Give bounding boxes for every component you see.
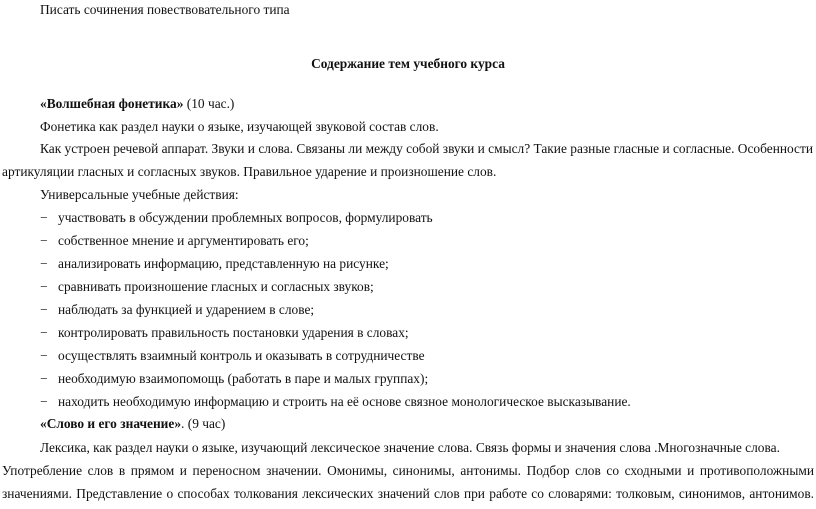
topic2-heading: [40, 416, 225, 432]
dash-marker: −: [40, 348, 48, 363]
list-item: − необходимую взаимопомощь (работать в паре и малых группах);: [40, 371, 429, 386]
topic1-paragraph-1: Фонетика как раздел науки о языке, изучающей звуковой состав слов.: [40, 119, 439, 134]
list-item: − находить необходимую информацию и строить на её основе связное монологическое высказывание.: [40, 394, 631, 409]
topic2-line-2: Употребление слов в прямом и переносном значении. Омонимы, синонимы, антонимы. Подбор слов со сходными и противоположными: [2, 463, 814, 478]
list-item: − собственное мнение и аргументировать его;: [40, 233, 309, 248]
list-item: − сравнивать произношение гласных и согласных звуков;: [40, 279, 374, 294]
list-item: − участвовать в обсуждении проблемных вопросов, формулировать: [40, 210, 433, 225]
dash-marker: −: [40, 325, 48, 340]
topic2-line-3: значениями. Представление о способах толкования лексических значений слов при работе со словарями: толковым, синонимов, антонимов.: [2, 486, 814, 501]
topic1-heading: [40, 96, 234, 112]
topic1-paragraph-2-line-1: Как устроен речевой аппарат. Звуки и слова. Связаны ли между собой звуки и смысл? Такие разные гласные и согласные. Особенности: [40, 141, 814, 156]
dash-marker: −: [40, 394, 48, 409]
topic1-paragraph-2-line-2: артикуляции гласных и согласных звуков. Правильное ударение и произношение слов.: [2, 164, 497, 179]
topic2-line-1: Лексика, как раздел науки о языке, изучающий лексическое значение слова. Связь формы и значения слова .Многозначные слова.: [40, 440, 780, 455]
topic2-title: «Слово и его значение»: [40, 416, 182, 431]
intro-line: Писать сочинения повествовательного типа: [40, 2, 290, 17]
dash-marker: −: [40, 302, 48, 317]
list-item: − анализировать информацию, представленную на рисунке;: [40, 256, 389, 271]
topic1-title: «Волшебная фонетика»: [40, 96, 184, 111]
list-item: − контролировать правильность постановки ударения в словах;: [40, 325, 409, 340]
topic2-hours: . (9 час): [181, 416, 226, 431]
list-item: − наблюдать за функцией и ударением в слове;: [40, 302, 315, 317]
list-item: − осуществлять взаимный контроль и оказывать в сотрудничестве: [40, 348, 425, 363]
topic1-hours: (10 час.): [183, 96, 235, 111]
dash-marker: −: [40, 233, 48, 248]
dash-marker: −: [40, 279, 48, 294]
uud-heading: Универсальные учебные действия:: [40, 187, 239, 202]
dash-marker: −: [40, 256, 48, 271]
section-title: Содержание тем учебного курса: [311, 56, 505, 71]
dash-marker: −: [40, 371, 48, 386]
dash-marker: −: [40, 210, 48, 225]
